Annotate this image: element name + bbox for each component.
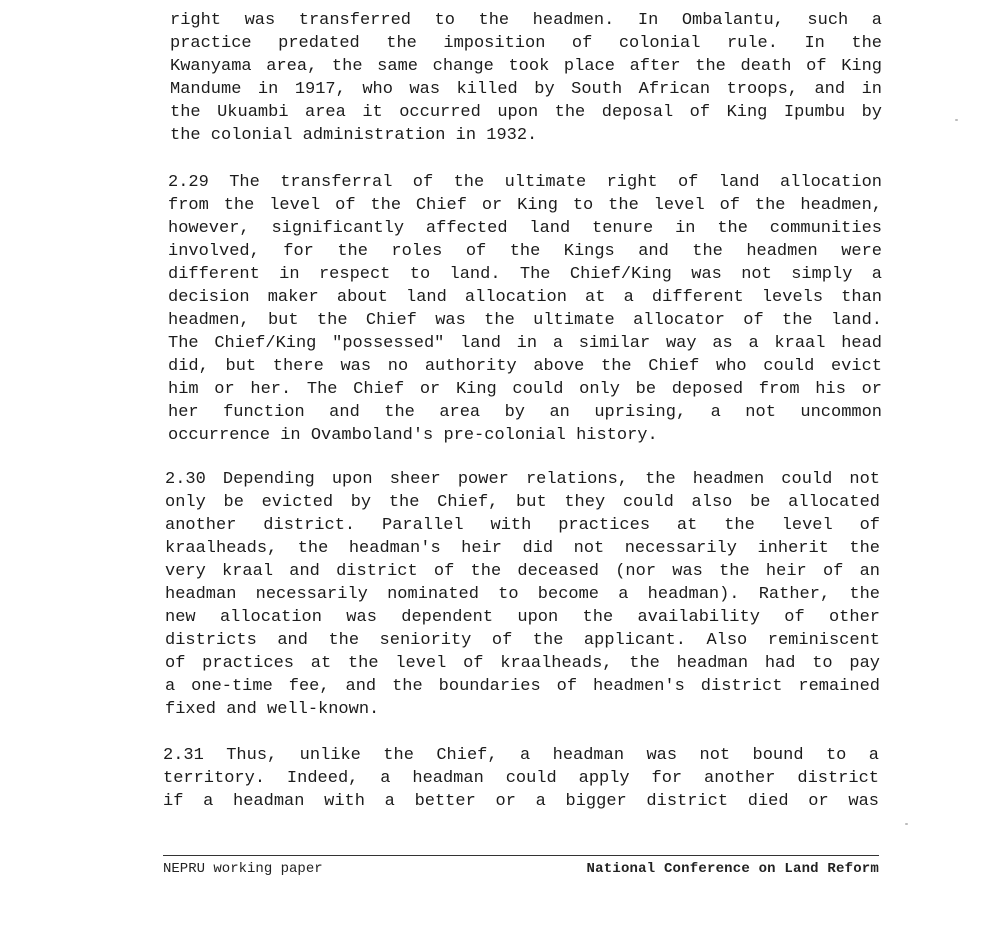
text-line: territory. Indeed, a headman could apply for another district: [163, 769, 879, 788]
text-line: 2.31 Thus, unlike the Chief, a headman was not bound to a: [163, 746, 879, 765]
text-line: headmen, but the Chief was the ultimate allocator of the land.: [168, 311, 882, 330]
text-line: from the level of the Chief or King to the level of the headmen,: [168, 196, 882, 215]
text-line: involved, for the roles of the Kings and the headmen were: [168, 242, 882, 261]
text-line: if a headman with a better or a bigger district died or was: [163, 792, 879, 811]
footer-divider: [163, 855, 879, 856]
text-line: 2.29 The transferral of the ultimate right of land allocation: [168, 173, 882, 192]
paragraph-2-31: [163, 744, 879, 813]
paragraph-2-30: [165, 468, 880, 721]
text-line: Kwanyama area, the same change took place after the death of King: [170, 57, 882, 76]
text-line: the Ukuambi area it occurred upon the deposal of King Ipumbu by: [170, 103, 882, 122]
paragraph-continuation: [170, 9, 882, 147]
text-line: however, significantly affected land tenure in the communities: [168, 219, 882, 238]
text-line: different in respect to land. The Chief/King was not simply a: [168, 265, 882, 284]
text-line: another district. Parallel with practices at the level of: [165, 516, 880, 535]
text-line: very kraal and district of the deceased (nor was the heir of an: [165, 562, 880, 581]
text-line: did, but there was no authority above the Chief who could evict: [168, 357, 882, 376]
text-line: headman necessarily nominated to become a headman). Rather, the: [165, 585, 880, 604]
scan-speck: [905, 823, 908, 825]
text-line: the colonial administration in 1932.: [170, 126, 538, 145]
text-line: Mandume in 1917, who was killed by South African troops, and in: [170, 80, 882, 99]
text-line: her function and the area by an uprising, a not uncommon: [168, 403, 882, 422]
text-line: only be evicted by the Chief, but they could also be allocated: [165, 493, 880, 512]
text-line: kraalheads, the headman's heir did not necessarily inherit the: [165, 539, 880, 558]
text-line: him or her. The Chief or King could only be deposed from his or: [168, 380, 882, 399]
text-line: of practices at the level of kraalheads, the headman had to pay: [165, 654, 880, 673]
text-line: districts and the seniority of the applicant. Also reminiscent: [165, 631, 880, 650]
paragraph-2-29: [168, 171, 882, 447]
text-line: a one-time fee, and the boundaries of headmen's district remained: [165, 677, 880, 696]
footer-left-text: NEPRU working paper: [163, 861, 323, 877]
text-line: occurrence in Ovamboland's pre-colonial history.: [168, 426, 658, 445]
text-line: practice predated the imposition of colonial rule. In the: [170, 34, 882, 53]
text-line: The Chief/King "possessed" land in a similar way as a kraal head: [168, 334, 882, 353]
scan-speck: [955, 119, 958, 121]
text-line: decision maker about land allocation at a different levels than: [168, 288, 882, 307]
text-line: new allocation was dependent upon the availability of other: [165, 608, 880, 627]
text-line: right was transferred to the headmen. In Ombalantu, such a: [170, 11, 882, 30]
text-line: 2.30 Depending upon sheer power relations, the headmen could not: [165, 470, 880, 489]
text-line: fixed and well-known.: [165, 700, 380, 719]
footer-right-text: National Conference on Land Reform: [586, 861, 879, 877]
